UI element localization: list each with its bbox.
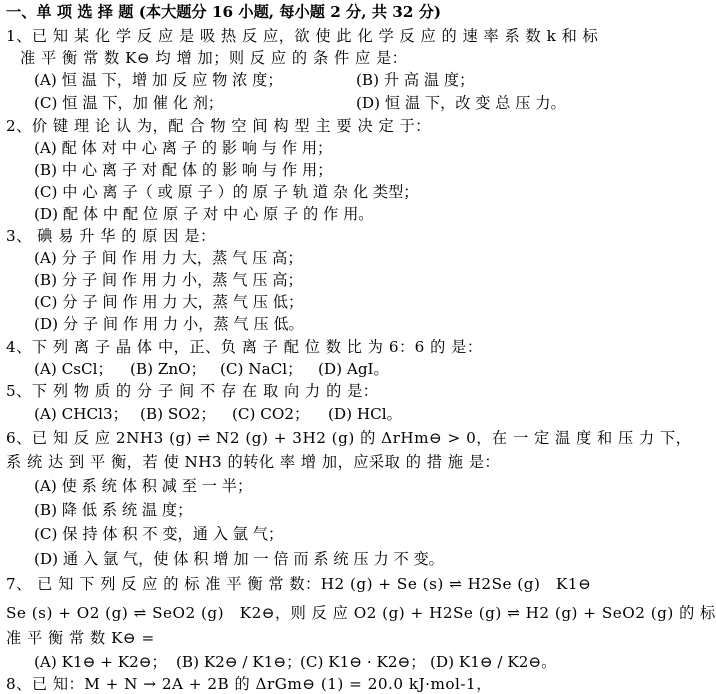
q3-option-a: (A) 分 子 间 作 用 力 大，蒸 气 压 高； [34,249,303,267]
q2-option-a: (A) 配 体 对 中 心 离 子 的 影 响 与 作 用； [34,139,333,157]
q4-option-d: (D) AgI。 [318,360,389,378]
q3-stem: 3、 碘 易 升 华 的 原 因 是： [6,227,216,245]
q7-option-b: (B) K2⊖ / K1⊖； [176,653,302,671]
q7-stem-line2: Se (s) + O2 (g) ⇌ SeO2 (g) K2⊖，则 反 应 O2 (g) + H2Se (g) ⇌ H2 (g) + SeO2 (g) 的 标 [6,604,716,622]
section-title: 一、单 项 选 择 题 (本大题分 16 小题, 每小题 2 分, 共 32 分) [6,3,442,21]
q4-option-c: (C) NaCl； [220,360,303,378]
q1-option-b: (B) 升 高 温 度； [356,71,475,89]
q5-stem: 5、下 列 物 质 的 分 子 间 不 存 在 取 向 力 的 是： [6,382,379,400]
q4-option-b: (B) ZnO； [130,360,206,378]
q2-option-d: (D) 配 体 中 配 位 原 子 对 中 心 原 子 的 作 用。 [34,205,374,223]
q5-option-c: (C) CO2； [232,405,310,423]
q6-option-d: (D) 通 入 氩 气，使 体 积 增 加 一 倍 而 系 统 压 力 不 变。 [34,550,444,568]
q6-stem-line2: 系 统 达 到 平 衡，若 使 NH3 的转化 率 增 加，应采取 的 措 施 是： [6,453,501,471]
q6-stem-line1: 6、已 知 反 应 2NH3 (g) ⇌ N2 (g) + 3H2 (g) 的 ΔrHm⊖ > 0，在 一 定 温 度 和 压 力 下， [6,429,692,447]
q1-option-c: (C) 恒 温 下，加 催 化 剂； [34,94,224,112]
q3-option-d: (D) 分 子 间 作 用 力 小，蒸 气 压 低。 [34,315,304,333]
q5-option-d: (D) HCl。 [328,405,402,423]
q6-option-c: (C) 保 持 体 积 不 变，通 入 氩 气； [34,525,284,543]
q7-option-c: (C) K1⊖ · K2⊖； [300,653,426,671]
q8-stem: 8、已 知：M + N → 2A + 2B 的 ΔrGm⊖ (1) = 20.0 kJ·mol-1， [6,675,492,693]
q4-stem: 4、下 列 离 子 晶 体 中，正、负 离 子 配 位 数 比 为 6：6 的 是： [6,338,483,356]
q3-option-c: (C) 分 子 间 作 用 力 大，蒸 气 压 低； [34,293,304,311]
q2-stem: 2、价 键 理 论 认 为，配 合 物 空 间 构 型 主 要 决 定 于： [6,117,431,135]
q4-option-a: (A) CsCl； [34,360,113,378]
q5-option-a: (A) CHCl3； [34,405,128,423]
q7-option-d: (D) K1⊖ / K2⊖。 [430,653,557,671]
q1-stem-line1: 1、已 知 某 化 学 反 应 是 吸 热 反 应，欲 使 此 化 学 反 应 的 速 率 系 数 k 和 标 [6,27,599,45]
q2-option-b: (B) 中 心 离 子 对 配 体 的 影 响 与 作 用； [34,161,333,179]
q6-option-b: (B) 降 低 系 统 温 度； [34,501,193,519]
q7-stem-line1: 7、 已 知 下 列 反 应 的 标 准 平 衡 常 数：H2 (g) + Se (s) ⇌ H2Se (g) K1⊖ [6,575,592,593]
q7-stem-line3: 准 平 衡 常 数 K⊖ = [6,629,155,647]
q1-option-d: (D) 恒 温 下，改 变 总 压 力。 [356,94,566,112]
q3-option-b: (B) 分 子 间 作 用 力 小，蒸 气 压 高； [34,271,303,289]
q6-option-a: (A) 使 系 统 体 积 减 至 一 半； [34,477,253,495]
q7-option-a: (A) K1⊖ + K2⊖； [34,653,167,671]
q1-stem-line2: 准 平 衡 常 数 K⊖ 均 增 加；则 反 应 的 条 件 应 是： [20,49,408,67]
q5-option-b: (B) SO2； [140,405,216,423]
q1-option-a: (A) 恒 温 下，增 加 反 应 物 浓 度； [34,71,283,89]
q2-option-c: (C) 中 心 离 子（ 或 原 子 ）的 原 子 轨 道 杂 化 类型； [34,183,419,201]
